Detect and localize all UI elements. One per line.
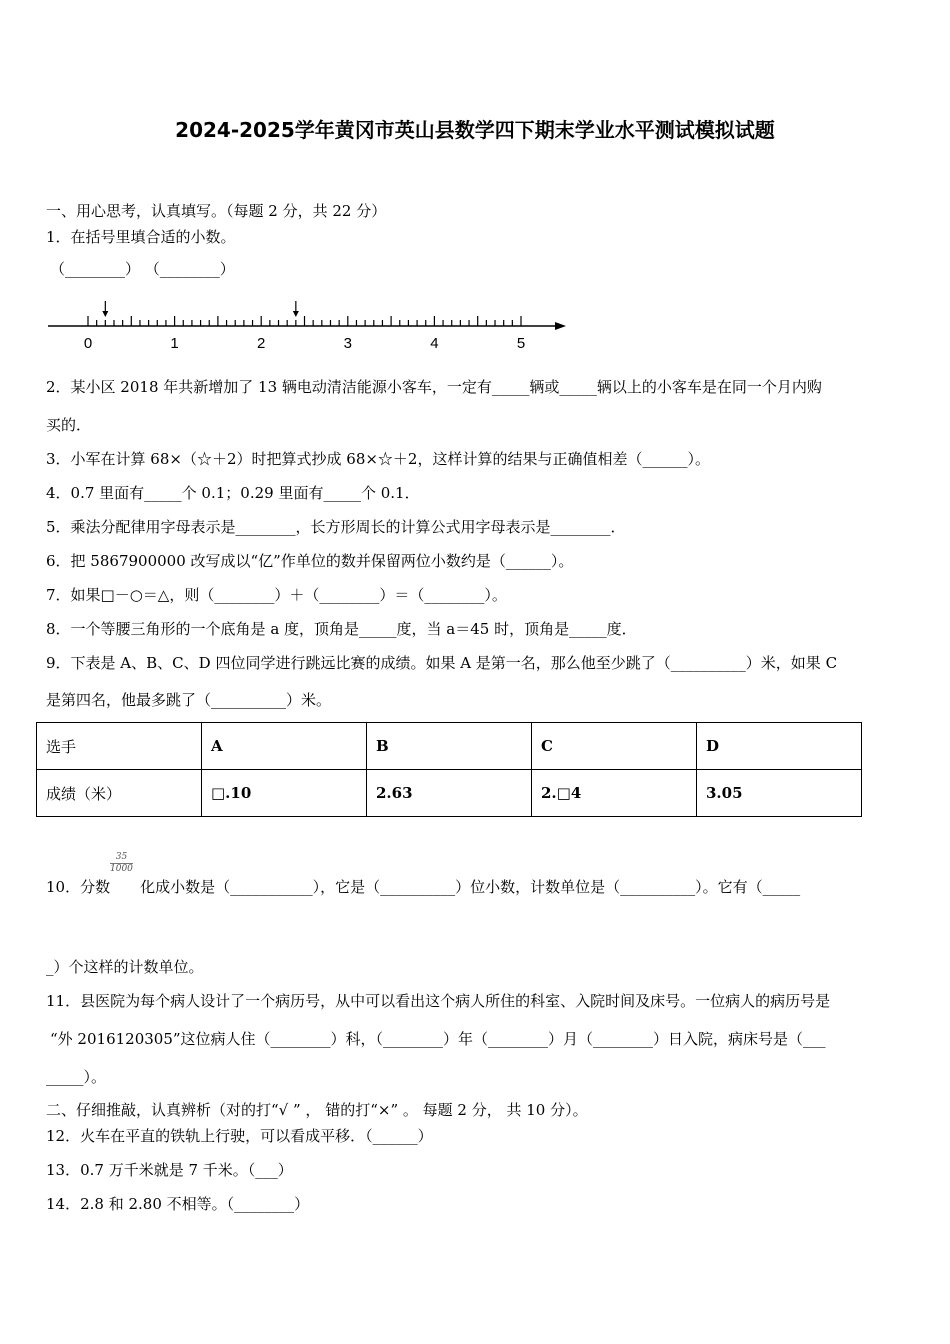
- question-7: 7．如果□－○＝△，则（________）＋（________）＝（________）。: [46, 586, 507, 604]
- question-4: 4．0.7 里面有_____个 0.1；0.29 里面有_____个 0.1．: [46, 484, 420, 502]
- table-cell: D: [697, 723, 862, 770]
- page-title: 2024-2025学年黄冈市英山县数学四下期末学业水平测试模拟试题: [175, 118, 775, 142]
- question-3: 3．小军在计算 68×（☆＋2）时把算式抄成 68×☆＋2，这样计算的结果与正确值相差（______）。: [46, 450, 710, 468]
- question-10-post: 化成小数是（___________），它是（__________）位小数，计数单位是（__________）。它有（_____: [140, 878, 801, 896]
- table-cell: □.10: [202, 770, 367, 817]
- axis-arrow-icon: [555, 322, 566, 330]
- tick-label: 4: [430, 335, 439, 352]
- section-2-heading: 二、仔细推敲，认真辨析（对的打“√ ” ， 错的打“×” 。 每题 2 分， 共 10 分）。: [46, 1101, 588, 1119]
- question-9-cont: 是第四名，他最多跳了（__________）米。: [46, 691, 332, 709]
- tick-label: 1: [170, 335, 179, 352]
- fraction-denominator: 1000: [110, 864, 133, 874]
- question-11-end: _____）。: [46, 1068, 107, 1086]
- question-5: 5．乘法分配律用字母表示是________，长方形周长的计算公式用字母表示是________．: [46, 518, 626, 536]
- question-12: 12．火车在平直的铁轨上行驶，可以看成平移．（______）: [46, 1127, 433, 1145]
- table-cell: C: [532, 723, 697, 770]
- question-9: 9．下表是 A、B、C、D 四位同学进行跳远比赛的成绩。如果 A 是第一名，那么他至少跳了（__________）米，如果 C: [46, 654, 838, 672]
- table-header-row: [37, 723, 862, 770]
- table-row: [37, 770, 862, 817]
- number-line: [40, 295, 580, 355]
- fraction-numerator: 35: [110, 852, 133, 864]
- arrow-down-icon: [102, 311, 108, 317]
- tick-label: 0: [83, 335, 93, 352]
- score-table: [36, 722, 862, 817]
- table-cell: 3.05: [697, 770, 862, 817]
- table-cell: B: [367, 723, 532, 770]
- question-11: 11．县医院为每个病人设计了一个病历号，从中可以看出这个病人所住的科室、入院时间及床号。一位病人的病历号是: [46, 992, 831, 1010]
- table-cell: A: [202, 723, 367, 770]
- question-10-cont: _）个这样的计数单位。: [46, 958, 204, 976]
- table-cell: 2.63: [367, 770, 532, 817]
- section-1-heading: 一、用心思考，认真填写。（每题 2 分，共 22 分）: [46, 202, 387, 220]
- question-6: 6．把 5867900000 改写成以“亿”作单位的数并保留两位小数约是（______）。: [46, 552, 574, 570]
- question-10: [46, 877, 800, 897]
- question-14: 14．2.8 和 2.80 不相等。（________）: [46, 1195, 310, 1213]
- table-cell: 成绩（米）: [37, 770, 202, 817]
- fraction: [110, 852, 133, 875]
- question-2: 2．某小区 2018 年共新增加了 13 辆电动清洁能源小客车，一定有_____辆或_____辆以上的小客车是在同一个月内购: [46, 378, 822, 396]
- question-11-cont: “外 2016120305”这位病人住（________）科，（________）年（________）月（________）日入院，病床号是（___: [50, 1030, 826, 1048]
- tick-label: 3: [343, 335, 352, 352]
- question-1-blanks[interactable]: （________） （________）: [50, 260, 235, 278]
- question-8: 8．一个等腰三角形的一个底角是 a 度，顶角是_____度，当 a＝45 时，顶角是_____度．: [46, 620, 637, 638]
- table-cell: 2.□4: [532, 770, 697, 817]
- question-1: 1．在括号里填合适的小数。: [46, 228, 236, 246]
- table-cell: 选手: [37, 723, 202, 770]
- arrow-down-icon: [293, 311, 299, 317]
- question-10-pre: 10．分数: [46, 878, 111, 896]
- tick-label: 5: [516, 335, 526, 352]
- question-13: 13．0.7 万千米就是 7 千米。（___）: [46, 1161, 293, 1179]
- tick-label: 2: [257, 335, 266, 352]
- question-2-cont: 买的．: [46, 416, 92, 434]
